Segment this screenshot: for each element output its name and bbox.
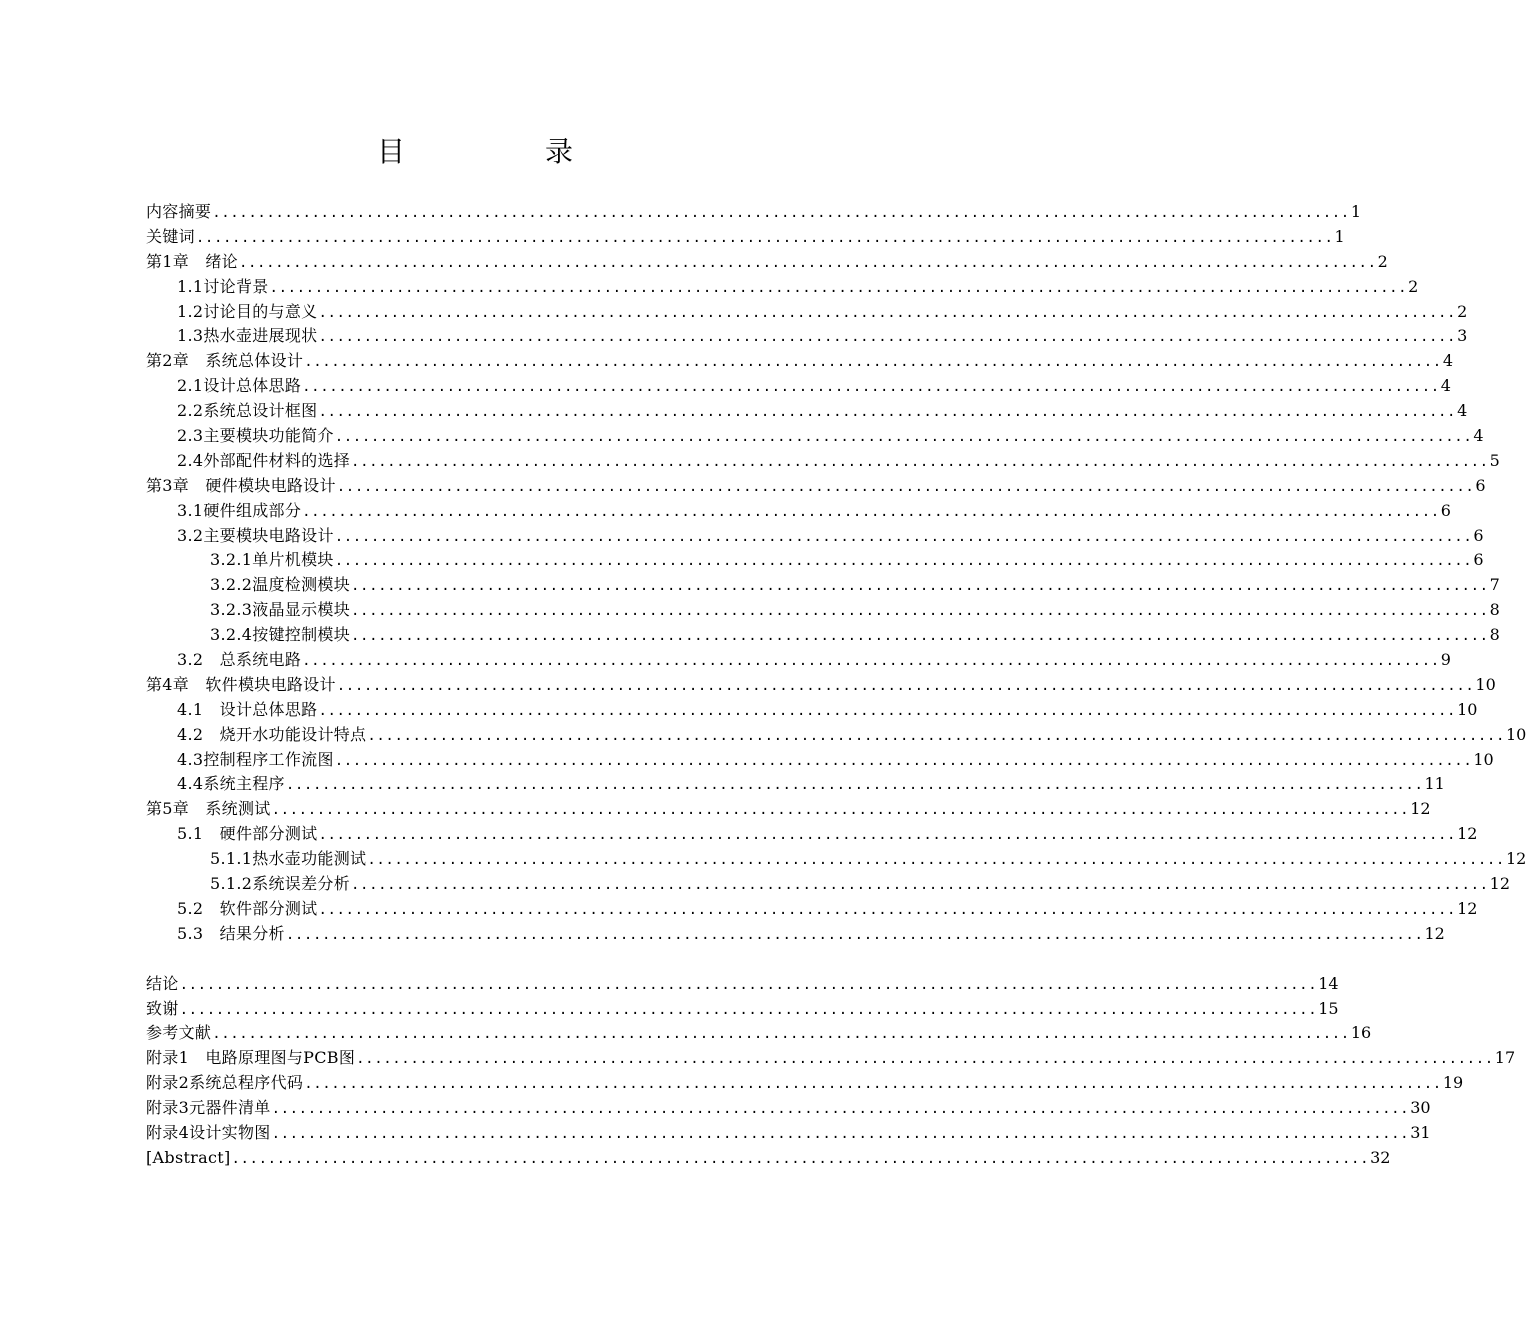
- toc-page-number: 6: [1473, 550, 1484, 570]
- toc-page-number: 10: [1457, 699, 1478, 719]
- dot-leader: ..............................................................................................................................: [318, 329, 1457, 346]
- toc-page-number: 17: [1494, 1048, 1516, 1068]
- toc-entry-label: 第3章 硬件模块电路设计: [146, 475, 336, 495]
- toc-entry-label: 参考文献: [146, 1023, 212, 1043]
- dot-leader: ..............................................................................................................................: [238, 254, 1377, 271]
- toc-entry-appendix-1[interactable]: [146, 1046, 1516, 1071]
- toc-page-number: 10: [1505, 724, 1526, 744]
- dot-leader: ..............................................................................................................................: [179, 1001, 1318, 1018]
- toc-page-number: 12: [1505, 849, 1526, 869]
- dot-leader: ..............................................................................................................................: [318, 827, 1457, 844]
- toc-entry-section-3-2[interactable]: [146, 524, 1484, 549]
- toc-entry-label: 第4章 软件模块电路设计: [146, 674, 336, 694]
- dot-leader: ..............................................................................................................................: [318, 304, 1457, 321]
- toc-entry-label: 附录4设计实物图: [146, 1122, 271, 1142]
- toc-page-number: 11: [1424, 774, 1445, 794]
- dot-leader: ..............................................................................................................................: [304, 354, 1442, 371]
- toc-entry-label: 2.2系统总设计框图: [177, 401, 318, 421]
- dot-leader: ..............................................................................................................................: [351, 578, 1489, 595]
- toc-entry-appendix-2[interactable]: [146, 1071, 1464, 1096]
- toc-page-number: 12: [1457, 824, 1478, 844]
- toc-entry-section-1-2[interactable]: [146, 300, 1468, 325]
- dot-leader: ..............................................................................................................................: [269, 279, 1408, 296]
- dot-leader: ..............................................................................................................................: [285, 777, 1424, 794]
- toc-page-number: 19: [1442, 1073, 1464, 1093]
- dot-leader: ..............................................................................................................................: [367, 852, 1505, 869]
- toc-entry-label: 3.1硬件组成部分: [177, 500, 302, 520]
- toc-page-number: 8: [1489, 600, 1500, 620]
- toc-entry-section-2-2[interactable]: [146, 399, 1468, 424]
- toc-page-number: 30: [1410, 1098, 1431, 1118]
- dot-leader: ..............................................................................................................................: [271, 1101, 1410, 1118]
- dot-leader: ..............................................................................................................................: [334, 752, 1473, 769]
- toc-page-number: 32: [1370, 1147, 1391, 1167]
- toc-entry-section-3-2-1[interactable]: [146, 548, 1484, 573]
- toc-entry-label: 3.2.3液晶显示模块: [210, 600, 351, 620]
- dot-leader: ..............................................................................................................................: [351, 453, 1489, 470]
- dot-leader: ..............................................................................................................................: [179, 976, 1318, 993]
- toc-page-number: 2: [1408, 276, 1419, 296]
- toc-entry-label: 4.2 烧开水功能设计特点: [177, 724, 367, 744]
- toc-page-number: 12: [1424, 923, 1445, 943]
- toc-page-number: 7: [1489, 575, 1500, 595]
- toc-entry-label: 2.4外部配件材料的选择: [177, 450, 351, 470]
- dot-leader: ..............................................................................................................................: [351, 603, 1489, 620]
- toc-page-number: 9: [1440, 650, 1451, 670]
- dot-leader: ..............................................................................................................................: [336, 677, 1475, 694]
- toc-entry-section-5-3[interactable]: [146, 922, 1445, 947]
- toc-page-number: 2: [1377, 251, 1388, 271]
- toc-page-number: 4: [1457, 401, 1468, 421]
- toc-entry-chapter-2[interactable]: [146, 349, 1453, 374]
- dot-leader: ..............................................................................................................................: [271, 1125, 1410, 1142]
- dot-leader: ..............................................................................................................................: [302, 379, 1440, 396]
- toc-entry-section-1-1[interactable]: [146, 275, 1419, 300]
- toc-entry-label: 4.3控制程序工作流图: [177, 749, 334, 769]
- toc-page-number: 12: [1457, 898, 1478, 918]
- toc-entry-label: 5.1 硬件部分测试: [177, 824, 318, 844]
- dot-leader: ..............................................................................................................................: [334, 429, 1473, 446]
- toc-page-number: 10: [1473, 749, 1494, 769]
- dot-leader: ..............................................................................................................................: [302, 503, 1440, 520]
- toc-entry-label: 3.2.1单片机模块: [210, 550, 334, 570]
- toc-page-number: 14: [1318, 973, 1339, 993]
- toc-entry-label: 1.1讨论背景: [177, 276, 269, 296]
- toc-entry-label: 附录2系统总程序代码: [146, 1073, 304, 1093]
- toc-page-number: 6: [1475, 475, 1486, 495]
- dot-leader: ..............................................................................................................................: [367, 727, 1505, 744]
- dot-leader: ..............................................................................................................................: [212, 205, 1350, 221]
- dot-leader: ..............................................................................................................................: [285, 926, 1424, 943]
- toc-page-number: 4: [1442, 351, 1453, 371]
- toc-entry-label: 1.2讨论目的与意义: [177, 301, 318, 321]
- toc-page-number: 3: [1457, 326, 1468, 346]
- toc-page-number: 12: [1410, 799, 1431, 819]
- toc-entry-conclusion[interactable]: [146, 972, 1339, 997]
- toc-entry-appendix-4[interactable]: [146, 1121, 1431, 1146]
- dot-leader: ..............................................................................................................................: [271, 802, 1410, 819]
- toc-entry-label: 结论: [146, 973, 179, 993]
- toc-entry-acknowledgements[interactable]: [146, 997, 1339, 1022]
- toc-entry-label: 1.3热水壶进展现状: [177, 326, 318, 346]
- toc-entry-section-5-2[interactable]: [146, 897, 1478, 922]
- toc-entry-label: 附录1 电路原理图与PCB图: [146, 1048, 356, 1068]
- dot-leader: ..............................................................................................................................: [318, 901, 1457, 918]
- dot-leader: ..............................................................................................................................: [212, 1026, 1350, 1043]
- dot-leader: ..............................................................................................................................: [334, 553, 1473, 570]
- toc-entry-section-3-2-2[interactable]: [146, 573, 1500, 598]
- toc-entry-label: 第5章 系统测试: [146, 799, 271, 819]
- toc-entry-section-3-2-4[interactable]: [146, 623, 1500, 648]
- toc-entry-section-3-2-3[interactable]: [146, 598, 1500, 623]
- toc-entry-section-4-4[interactable]: [146, 772, 1445, 797]
- toc-entry-label: 3.2.4按键控制模块: [210, 625, 351, 645]
- toc-entry-section-5-1[interactable]: [146, 822, 1478, 847]
- toc-entry-section-5-1-1[interactable]: [146, 847, 1526, 872]
- toc-entry-section-2-1[interactable]: [146, 374, 1451, 399]
- toc-entry-label: 4.1 设计总体思路: [177, 699, 318, 719]
- toc-page-number: 8: [1489, 625, 1500, 645]
- toc-entry-label: 3.2 总系统电路: [177, 650, 302, 670]
- dot-leader: ..............................................................................................................................: [302, 653, 1440, 670]
- toc-entry-chapter-4[interactable]: [146, 673, 1496, 698]
- toc-entry-references[interactable]: [146, 1021, 1372, 1046]
- toc-entry-chapter-3[interactable]: [146, 474, 1486, 499]
- toc-entry-label: 2.1设计总体思路: [177, 376, 302, 396]
- toc-entry-label: 5.1.1热水壶功能测试: [210, 849, 367, 869]
- toc-entry-section-4-3[interactable]: [146, 748, 1494, 773]
- dot-leader: ..............................................................................................................................: [195, 229, 1334, 246]
- toc-page-number: 15: [1318, 998, 1339, 1018]
- toc-page-number: 2: [1457, 301, 1468, 321]
- toc-page-number: 12: [1489, 874, 1510, 894]
- toc-entry-label: 附录3元器件清单: [146, 1098, 271, 1118]
- toc-entry-section-2-3[interactable]: [146, 424, 1484, 449]
- dot-leader: ..............................................................................................................................: [351, 877, 1489, 894]
- toc-page-number: 1: [1334, 226, 1345, 246]
- toc-entry-label: 3.2.2温度检测模块: [210, 575, 351, 595]
- toc-entry-label: [Abstract]: [146, 1147, 231, 1167]
- toc-page-number: 5: [1489, 450, 1500, 470]
- toc-entry-section-3-1[interactable]: [146, 499, 1451, 524]
- toc-entry-label: 内容摘要: [146, 202, 212, 221]
- dot-leader: ..............................................................................................................................: [356, 1051, 1494, 1068]
- dot-leader: ..............................................................................................................................: [334, 528, 1473, 545]
- toc-entry-section-3-2-system[interactable]: [146, 648, 1451, 673]
- dot-leader: ..............................................................................................................................: [231, 1150, 1370, 1167]
- toc-page-number: 4: [1473, 426, 1484, 446]
- dot-leader: ..............................................................................................................................: [304, 1076, 1442, 1093]
- dot-leader: ..............................................................................................................................: [336, 478, 1475, 495]
- toc-entry-section-5-1-2[interactable]: [146, 872, 1510, 897]
- toc-entry-label: 致谢: [146, 998, 179, 1018]
- toc-entry-abstract[interactable]: [146, 200, 1362, 225]
- toc-entry-label: 2.3主要模块功能简介: [177, 426, 334, 446]
- dot-leader: ..............................................................................................................................: [351, 628, 1489, 645]
- toc-entry-label: 5.2 软件部分测试: [177, 898, 318, 918]
- toc-page-number: 16: [1350, 1023, 1372, 1043]
- toc-page-number: 4: [1440, 376, 1451, 396]
- toc-entry-section-2-4[interactable]: [146, 449, 1500, 474]
- toc-page-number: 6: [1440, 500, 1451, 520]
- toc-entry-label: 关键词: [146, 226, 195, 246]
- toc-entry-label: 第2章 系统总体设计: [146, 351, 304, 371]
- dot-leader: ..............................................................................................................................: [318, 404, 1457, 421]
- toc-entry-section-1-3[interactable]: [146, 324, 1468, 349]
- toc-page-number: 10: [1475, 674, 1496, 694]
- toc-entry-keywords[interactable]: [146, 225, 1345, 250]
- toc-entry-english-abstract[interactable]: [146, 1146, 1391, 1171]
- toc-entry-chapter-5[interactable]: [146, 797, 1431, 822]
- page-title: 目 录: [376, 135, 629, 168]
- toc-entry-label: 3.2主要模块电路设计: [177, 525, 334, 545]
- toc-entry-section-4-2[interactable]: [146, 723, 1526, 748]
- toc-page-number: 31: [1410, 1122, 1431, 1142]
- dot-leader: ..............................................................................................................................: [318, 702, 1457, 719]
- table-of-contents: [146, 200, 1526, 1171]
- toc-entry-label: 5.3 结果分析: [177, 923, 285, 943]
- toc-page-number: 1: [1350, 202, 1362, 221]
- toc-entry-label: 5.1.2系统误差分析: [210, 874, 351, 894]
- toc-entry-chapter-1[interactable]: [146, 250, 1388, 275]
- toc-page-number: 6: [1473, 525, 1484, 545]
- toc-entry-section-4-1[interactable]: [146, 698, 1478, 723]
- toc-entry-appendix-3[interactable]: [146, 1096, 1431, 1121]
- toc-entry-label: 4.4系统主程序: [177, 774, 285, 794]
- toc-entry-label: 第1章 绪论: [146, 251, 238, 271]
